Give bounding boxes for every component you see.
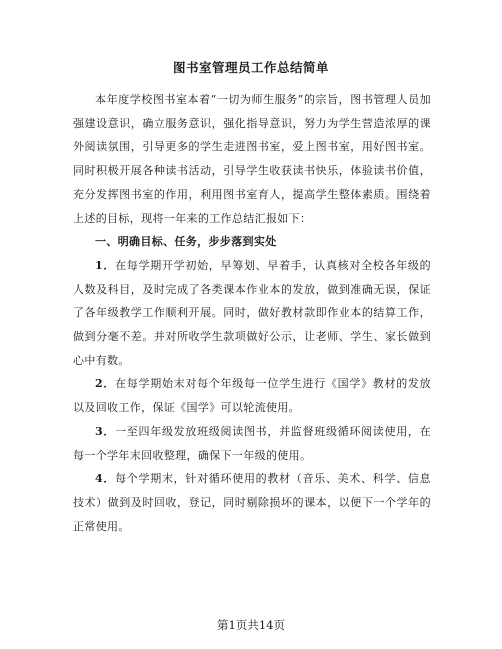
item-number: 3． <box>95 424 116 438</box>
page-number: 第1页共14页 <box>217 618 285 632</box>
item-text: 每个学期末，针对循环使用的教材（音乐、美术、科学、信息技术）做到及时回收，登记，同时剔除损坏的课本，以便下一个学年的正常使用。 <box>73 472 432 533</box>
list-item <box>73 420 431 467</box>
item-text: 一至四年级发放班级阅读图书，并监督班级循环阅读使用，在每一个学年末回收整理，确保下一年级的使用。 <box>73 424 432 462</box>
item-number: 2． <box>95 377 116 391</box>
item-text: 在每学期开学初始，早筹划、早着手，认真核对全校各年级的人数及科目，及时完成了各类课本作业本的发放，做到准确无误，保证了各年级教学工作顺利开展。同时，做好教材款即作业本的结算工作，做到分毫不差。并对所收学生款项做好公示，让老师、学生、家长做到心中有数。 <box>73 258 432 367</box>
document-body <box>73 88 431 538</box>
list-item <box>73 372 431 419</box>
item-number: 1． <box>95 258 116 272</box>
intro-paragraph: 本年度学校图书室本着“一切为师生服务”的宗旨，图书管理人员加强建设意识，确立服务意识，强化指导意识，努力为学生营造浓厚的课外阅读氛围，引导更多的学生走进图书室，爱上图书室，用好图书室。同时积极开展各种读书活动，引导学生收获读书快乐，体验读书价值，充分发挥图书室的作用，利用图书室育人，提高学生整体素质。围绕着上述的目标，现将一年来的工作总结汇报如下： <box>73 93 431 225</box>
list-item <box>73 254 431 373</box>
document-title: 图书室管理员工作总结简单 <box>172 60 329 75</box>
list-item <box>73 467 431 538</box>
item-text: 在每学期始末对每个年级每一位学生进行《国学》教材的发放以及回收工作，保证《国学》可以轮流使用。 <box>73 377 432 415</box>
item-number: 4． <box>95 472 116 486</box>
section-heading: 一、明确目标、任务，步步落到实处 <box>95 235 277 249</box>
